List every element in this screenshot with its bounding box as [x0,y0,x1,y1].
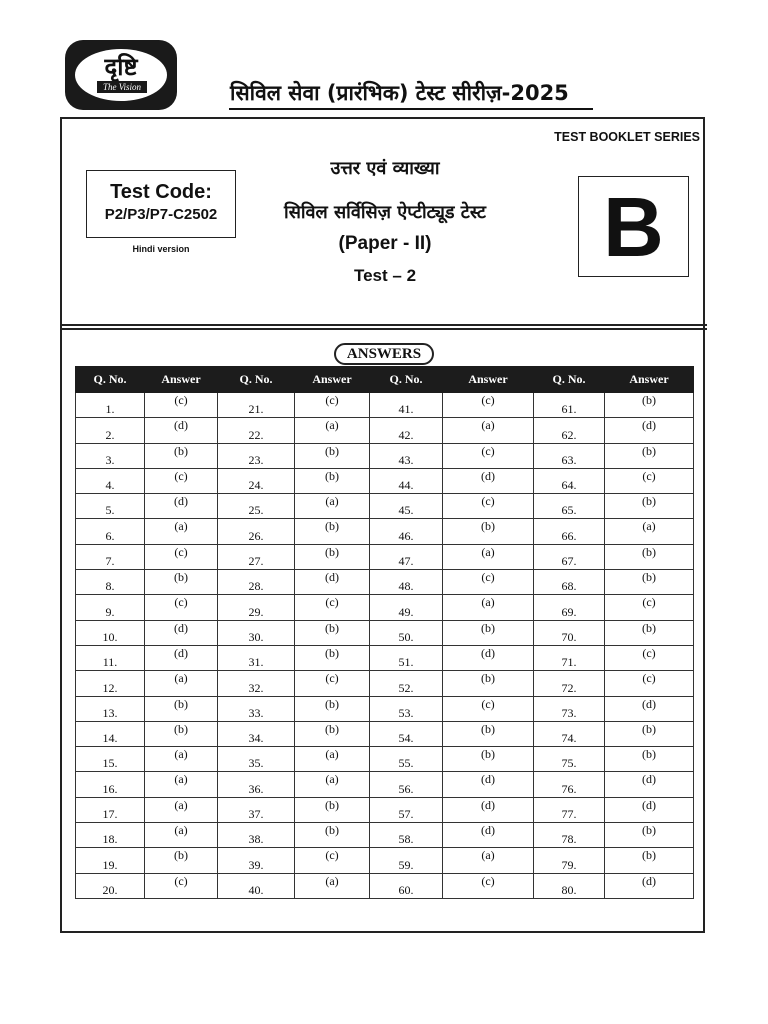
question-number: 62. [534,418,605,443]
answer-option: (b) [145,721,218,746]
question-number: 59. [370,848,443,873]
answer-option: (b) [295,620,370,645]
column-header-answer: Answer [145,367,218,393]
question-number: 12. [76,671,145,696]
table-row [76,721,694,746]
question-number: 37. [218,797,295,822]
answer-option: (b) [605,393,694,418]
answer-explanation-heading: उत्तर एवं व्याख्या [330,158,440,179]
column-header-qno: Q. No. [76,367,145,393]
answer-option: (b) [295,696,370,721]
question-number: 77. [534,797,605,822]
question-number: 1. [76,393,145,418]
question-number: 20. [76,873,145,898]
answer-option: (c) [605,595,694,620]
answer-option: (b) [145,848,218,873]
table-row [76,823,694,848]
answer-option: (c) [605,468,694,493]
question-number: 18. [76,823,145,848]
logo-text: दृष्टि [104,53,138,81]
question-number: 66. [534,519,605,544]
answer-option: (c) [443,570,534,595]
answer-option: (b) [605,620,694,645]
table-row [76,772,694,797]
answer-option: (c) [443,393,534,418]
question-number: 79. [534,848,605,873]
question-number: 46. [370,519,443,544]
answer-option: (b) [295,443,370,468]
answer-option: (c) [605,671,694,696]
answer-option: (b) [145,570,218,595]
question-number: 2. [76,418,145,443]
answer-rows [76,393,694,899]
answer-option: (d) [145,620,218,645]
answer-option: (b) [605,848,694,873]
answer-option: (b) [443,721,534,746]
question-number: 53. [370,696,443,721]
question-number: 52. [370,671,443,696]
table-row [76,671,694,696]
question-number: 10. [76,620,145,645]
question-number: 71. [534,645,605,670]
question-number: 67. [534,544,605,569]
table-row [76,747,694,772]
question-number: 16. [76,772,145,797]
test-number: Test – 2 [353,266,417,285]
drishti-logo [65,40,177,110]
answer-option: (c) [295,671,370,696]
answer-option: (a) [443,544,534,569]
question-number: 25. [218,494,295,519]
question-number: 44. [370,468,443,493]
answer-option: (b) [605,544,694,569]
question-number: 43. [370,443,443,468]
question-number: 69. [534,595,605,620]
answer-option: (d) [145,645,218,670]
answer-option: (d) [605,418,694,443]
question-number: 39. [218,848,295,873]
answer-option: (b) [605,494,694,519]
question-number: 27. [218,544,295,569]
question-number: 21. [218,393,295,418]
question-number: 47. [370,544,443,569]
answer-option: (a) [145,747,218,772]
header-divider-double [60,328,707,330]
question-number: 68. [534,570,605,595]
answer-option: (a) [605,519,694,544]
question-number: 41. [370,393,443,418]
answer-option: (b) [443,671,534,696]
question-number: 19. [76,848,145,873]
answer-option: (a) [443,595,534,620]
question-number: 4. [76,468,145,493]
header-divider [60,324,707,326]
answer-option: (a) [295,494,370,519]
question-number: 29. [218,595,295,620]
answer-option: (a) [145,823,218,848]
table-row [76,519,694,544]
question-number: 70. [534,620,605,645]
answer-option: (d) [605,873,694,898]
answer-option: (d) [295,570,370,595]
answer-option: (a) [295,873,370,898]
table-row [76,797,694,822]
table-row [76,443,694,468]
question-number: 3. [76,443,145,468]
answer-option: (b) [605,823,694,848]
table-row [76,393,694,418]
answer-option: (c) [295,393,370,418]
question-number: 13. [76,696,145,721]
answer-option: (c) [443,873,534,898]
answer-option: (d) [443,823,534,848]
answer-option: (a) [443,418,534,443]
question-number: 33. [218,696,295,721]
question-number: 11. [76,645,145,670]
table-row [76,645,694,670]
table-row [76,595,694,620]
answer-option: (c) [145,595,218,620]
question-number: 15. [76,747,145,772]
csat-title: सिविल सर्विसिज़ ऐप्टीट्यूड टेस्ट [284,202,486,223]
answer-option: (c) [295,595,370,620]
answer-option: (b) [443,747,534,772]
answer-option: (a) [295,747,370,772]
question-number: 55. [370,747,443,772]
column-header-answer: Answer [295,367,370,393]
question-number: 7. [76,544,145,569]
answer-option: (c) [145,873,218,898]
table-row [76,418,694,443]
answer-option: (b) [145,696,218,721]
language-note: Hindi version [132,244,190,254]
logo-tagline: The Vision [97,81,147,93]
answer-option: (b) [295,645,370,670]
answer-option: (a) [145,671,218,696]
answer-option: (b) [295,519,370,544]
question-number: 72. [534,671,605,696]
question-number: 73. [534,696,605,721]
question-number: 31. [218,645,295,670]
table-row [76,494,694,519]
table-row [76,620,694,645]
question-number: 58. [370,823,443,848]
answer-option: (d) [443,645,534,670]
test-code-label: Test Code: [110,181,212,203]
answer-option: (b) [295,544,370,569]
question-number: 14. [76,721,145,746]
answer-option: (c) [605,645,694,670]
question-number: 35. [218,747,295,772]
logo-emblem [75,49,167,101]
question-number: 51. [370,645,443,670]
question-number: 5. [76,494,145,519]
question-number: 40. [218,873,295,898]
table-row [76,873,694,898]
question-number: 26. [218,519,295,544]
table-row [76,848,694,873]
answer-option: (a) [145,772,218,797]
answer-option: (d) [605,797,694,822]
column-header-answer: Answer [443,367,534,393]
question-number: 76. [534,772,605,797]
question-number: 32. [218,671,295,696]
answer-option: (b) [295,721,370,746]
question-number: 80. [534,873,605,898]
answer-option: (c) [443,494,534,519]
answer-option: (b) [295,797,370,822]
answer-option: (d) [443,468,534,493]
answer-option: (b) [605,443,694,468]
question-number: 28. [218,570,295,595]
answer-option: (a) [443,848,534,873]
answers-heading: ANSWERS [334,343,434,365]
answer-option: (b) [443,519,534,544]
question-number: 17. [76,797,145,822]
answer-option: (c) [145,544,218,569]
answer-option: (c) [145,393,218,418]
answer-option: (c) [443,443,534,468]
question-number: 64. [534,468,605,493]
question-number: 54. [370,721,443,746]
question-number: 56. [370,772,443,797]
question-number: 50. [370,620,443,645]
answer-option: (d) [145,418,218,443]
question-number: 36. [218,772,295,797]
question-number: 74. [534,721,605,746]
answer-option: (b) [145,443,218,468]
question-number: 42. [370,418,443,443]
question-number: 78. [534,823,605,848]
series-letter-box [578,176,689,277]
answer-option: (d) [443,797,534,822]
table-header-row [76,367,694,393]
answer-option: (c) [295,848,370,873]
question-number: 9. [76,595,145,620]
question-number: 24. [218,468,295,493]
question-number: 34. [218,721,295,746]
answer-option: (b) [443,620,534,645]
question-number: 57. [370,797,443,822]
answer-option: (a) [145,519,218,544]
question-number: 75. [534,747,605,772]
question-number: 63. [534,443,605,468]
question-number: 30. [218,620,295,645]
answer-option: (a) [145,797,218,822]
question-number: 6. [76,519,145,544]
answer-option: (b) [605,570,694,595]
answer-option: (d) [443,772,534,797]
column-header-qno: Q. No. [370,367,443,393]
paper-label: (Paper - II) [338,233,432,254]
answer-option: (d) [145,494,218,519]
answer-option: (b) [295,468,370,493]
question-number: 23. [218,443,295,468]
answer-option: (c) [443,696,534,721]
series-letter: B [603,180,664,274]
table-row [76,696,694,721]
answer-option: (b) [605,747,694,772]
answer-key-table [75,366,694,899]
answer-option: (d) [605,696,694,721]
table-row [76,570,694,595]
question-number: 65. [534,494,605,519]
answer-option: (a) [295,418,370,443]
test-code-value: P2/P3/P7-C2502 [104,206,218,223]
question-number: 61. [534,393,605,418]
table-row [76,468,694,493]
question-number: 60. [370,873,443,898]
question-number: 22. [218,418,295,443]
answer-option: (d) [605,772,694,797]
title-underline [229,108,593,110]
table-row [76,544,694,569]
answer-option: (b) [605,721,694,746]
column-header-answer: Answer [605,367,694,393]
test-code-box [86,170,236,238]
question-number: 38. [218,823,295,848]
question-number: 8. [76,570,145,595]
answer-option: (c) [145,468,218,493]
answer-option: (a) [295,772,370,797]
answer-option: (b) [295,823,370,848]
column-header-qno: Q. No. [534,367,605,393]
question-number: 48. [370,570,443,595]
booklet-series-label: TEST BOOKLET SERIES [554,130,700,144]
question-number: 45. [370,494,443,519]
question-number: 49. [370,595,443,620]
column-header-qno: Q. No. [218,367,295,393]
page-title: सिविल सेवा (प्रारंभिक) टेस्ट सीरीज़-2025 [230,81,569,105]
